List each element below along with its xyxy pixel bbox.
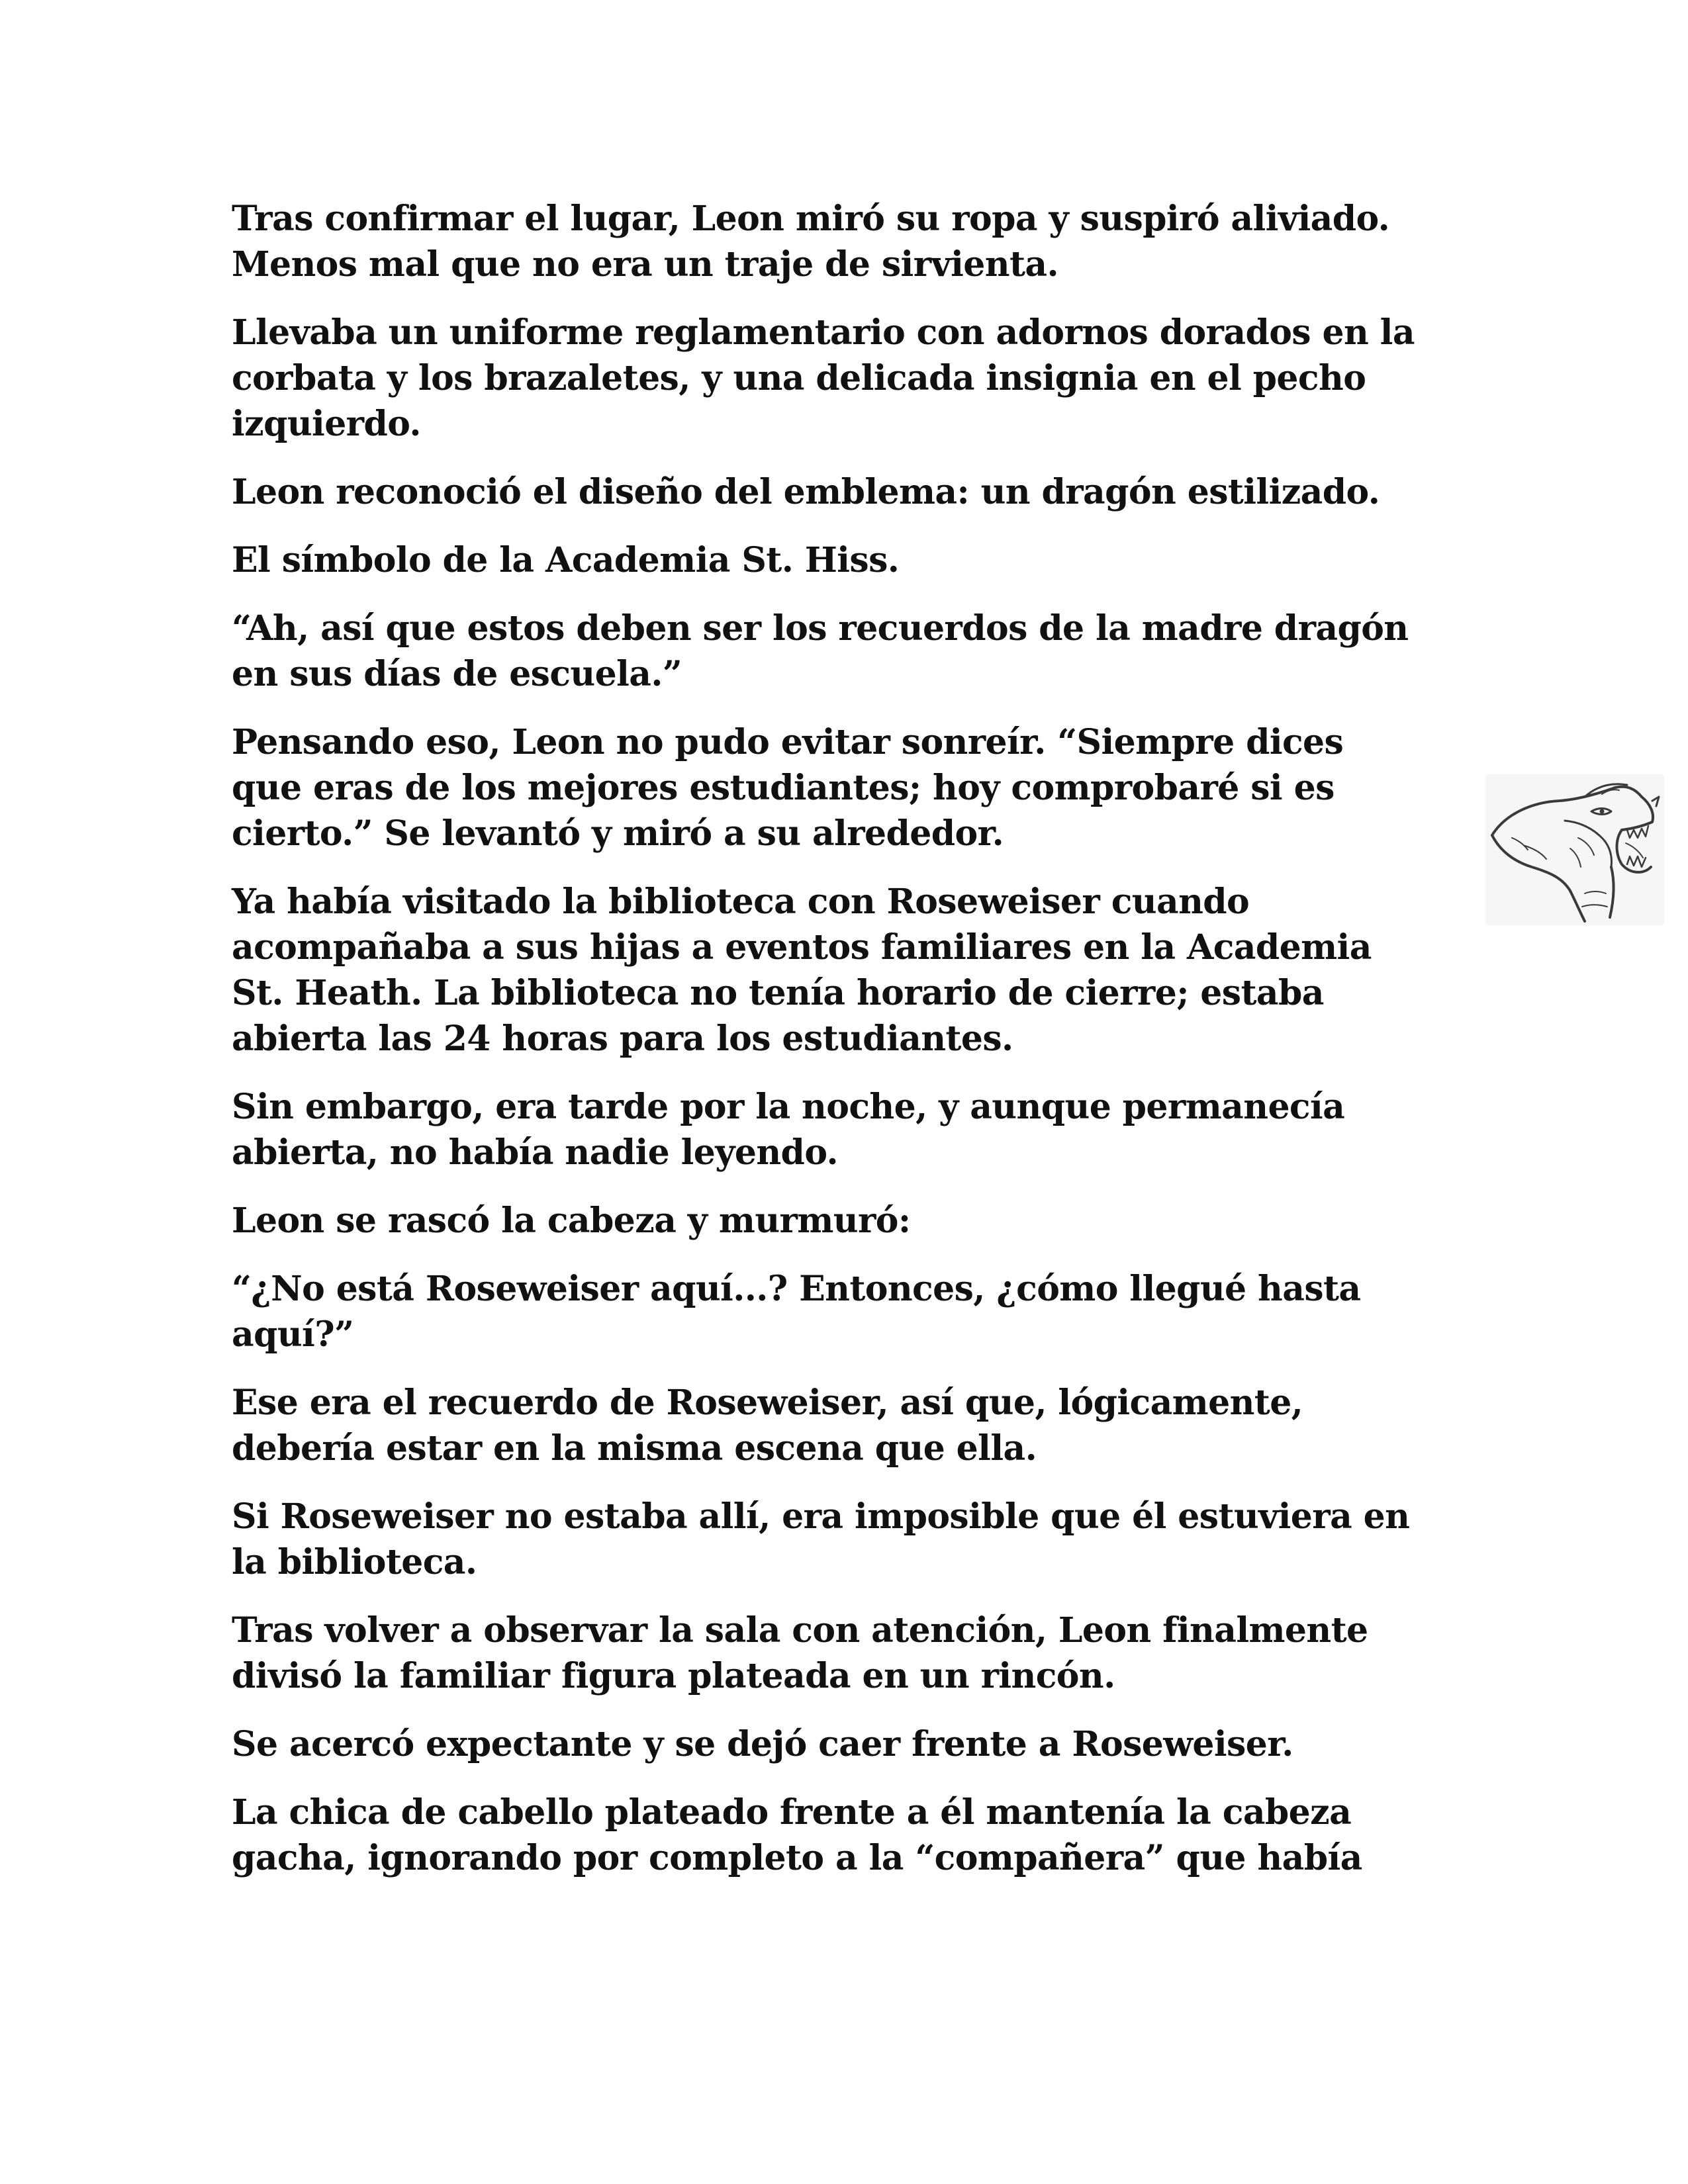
paragraph (232, 1790, 1489, 1881)
dragon-head-sketch-icon (1485, 774, 1664, 925)
text-column (232, 196, 1489, 1903)
paragraph-line: abierta, no había nadie leyendo. (232, 1132, 838, 1173)
paragraph-line: Tras confirmar el lugar, Leon miró su ropa y suspiró aliviado. (232, 199, 1390, 239)
paragraph-line: Sin embargo, era tarde por la noche, y aunque permanecía (232, 1087, 1345, 1127)
paragraph-line: aquí?” (232, 1314, 354, 1355)
paragraph-line: Si Roseweiser no estaba allí, era imposible que él estuviera en (232, 1496, 1410, 1537)
paragraph-line: Llevaba un uniforme reglamentario con adornos dorados en la (232, 312, 1415, 353)
paragraph (232, 1084, 1489, 1175)
paragraph-line: que eras de los mejores estudiantes; hoy comprobaré si es (232, 768, 1335, 808)
paragraph-line: acompañaba a sus hijas a eventos familiares en la Academia (232, 927, 1372, 968)
paragraph (232, 469, 1489, 515)
paragraph-line: Menos mal que no era un traje de sirvienta. (232, 244, 1058, 285)
paragraph-line: gacha, ignorando por completo a la “compañera” que había (232, 1838, 1362, 1878)
paragraph-line: debería estar en la misma escena que ella. (232, 1428, 1037, 1469)
paragraph-line: Leon se rascó la cabeza y murmuró: (232, 1201, 911, 1241)
paragraph-line: cierto.” Se levantó y miró a su alrededor. (232, 813, 1004, 854)
paragraph-line: Se acercó expectante y se dejó caer frente a Roseweiser. (232, 1724, 1293, 1764)
paragraph (232, 1608, 1489, 1699)
paragraph (232, 196, 1489, 287)
paragraph (232, 1198, 1489, 1244)
paragraph-line: La chica de cabello plateado frente a él mantenía la cabeza (232, 1792, 1352, 1833)
paragraph (232, 879, 1489, 1062)
paragraph (232, 1494, 1489, 1585)
paragraph (232, 310, 1489, 447)
paragraph-line: “Ah, así que estos deben ser los recuerdos de la madre dragón (232, 608, 1409, 649)
paragraph-line: Ya había visitado la biblioteca con Roseweiser cuando (232, 882, 1250, 922)
paragraph-line: abierta las 24 horas para los estudiantes. (232, 1019, 1013, 1059)
paragraph-line: corbata y los brazaletes, y una delicada insignia en el pecho (232, 358, 1366, 398)
paragraph-line: divisó la familiar figura plateada en un rincón. (232, 1656, 1115, 1696)
paragraph-line: Pensando eso, Leon no pudo evitar sonreír. “Siempre dices (232, 722, 1344, 762)
paragraph-line: Ese era el recuerdo de Roseweiser, así que, lógicamente, (232, 1383, 1303, 1423)
paragraph-line: Tras volver a observar la sala con atención, Leon finalmente (232, 1610, 1368, 1651)
paragraph (232, 1721, 1489, 1767)
paragraph (232, 606, 1489, 697)
paragraph-line: en sus días de escuela.” (232, 654, 682, 694)
paragraph-line: “¿No está Roseweiser aquí...? Entonces, ¿cómo llegué hasta (232, 1269, 1361, 1309)
paragraph (232, 537, 1489, 583)
paragraph-line: Leon reconoció el diseño del emblema: un dragón estilizado. (232, 472, 1380, 512)
paragraph-line: izquierdo. (232, 404, 421, 444)
paragraph-line: St. Heath. La biblioteca no tenía horario de cierre; estaba (232, 973, 1324, 1013)
paragraph-line: El símbolo de la Academia St. Hiss. (232, 540, 900, 580)
paragraph (232, 1266, 1489, 1357)
paragraph (232, 1380, 1489, 1471)
paragraph (232, 719, 1489, 856)
paragraph-line: la biblioteca. (232, 1542, 477, 1582)
